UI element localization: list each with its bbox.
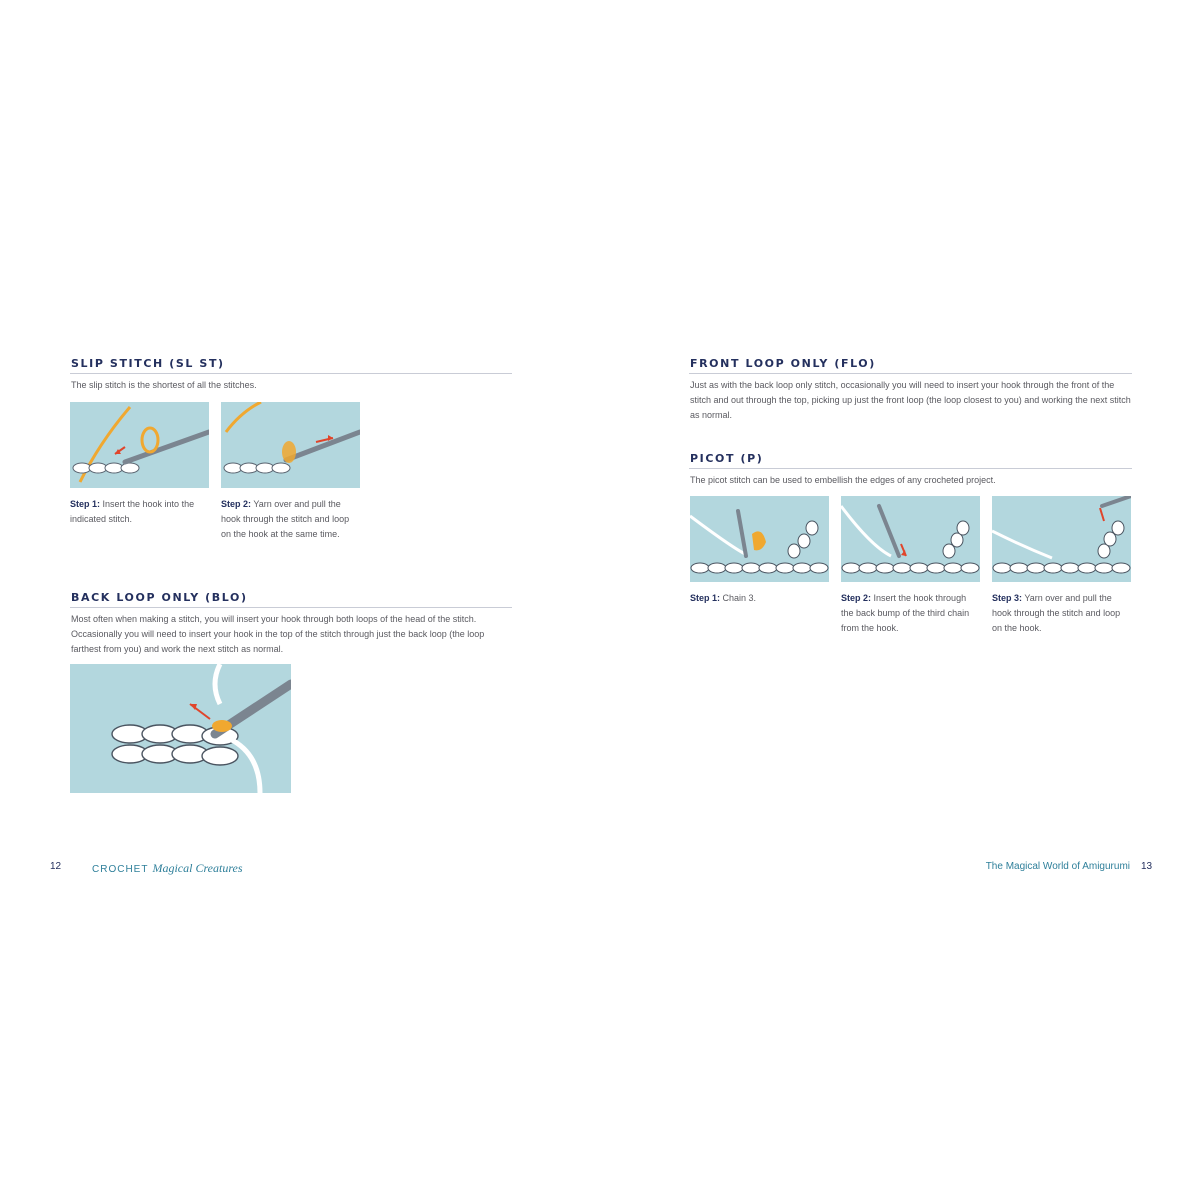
picot-heading: PICOT (P) — [690, 452, 764, 465]
right-page-number: 13 — [1141, 861, 1153, 872]
picot-step3-illustration — [992, 496, 1131, 582]
back-loop-body: Most often when making a stitch, you will insert your hook through both loops of the head of the stitch. Occasionally you will need to insert your hook in the top of the stitch through just the back loop (the loop farthest from you) and work the next stitch as normal. — [71, 614, 485, 654]
picot-intro: The picot stitch can be used to embellish the edges of any crocheted project. — [690, 475, 996, 485]
book-brand — [92, 859, 243, 877]
brand-script: Magical Creatures — [152, 861, 243, 875]
picot-step1-illustration — [690, 496, 829, 582]
slip-stitch-rule — [70, 373, 512, 374]
slip-stitch-intro: The slip stitch is the shortest of all the stitches. — [71, 380, 257, 390]
running-title: The Magical World of Amigurumi — [985, 861, 1130, 872]
slip-stitch-step2-text: Step 2: Yarn over and pull the hook through the stitch and loop on the hook at the same time. — [221, 499, 350, 539]
picot-step1-text: Step 1: Chain 3. — [690, 593, 757, 603]
slip-stitch-step1-illustration — [70, 402, 209, 488]
picot-step3-text: Step 3: Yarn over and pull the hook through the stitch and loop on the hook. — [992, 593, 1121, 633]
front-loop-body: Just as with the back loop only stitch, occasionally you will need to insert your hook through the front of the stitch and out through the top, picking up just the front loop (the loop closest to you) and working the next stitch as normal. — [690, 380, 1131, 420]
front-loop-rule — [689, 373, 1132, 374]
picot-step2-illustration — [841, 496, 980, 582]
back-loop-heading: BACK LOOP ONLY (BLO) — [71, 591, 248, 604]
picot-step2-text: Step 2: Insert the hook through the back bump of the third chain from the hook. — [841, 593, 970, 633]
brand-word: CROCHET — [92, 864, 149, 875]
front-loop-heading: FRONT LOOP ONLY (FLO) — [690, 357, 876, 370]
slip-stitch-step1-text: Step 1: Insert the hook into the indicated stitch. — [70, 499, 195, 524]
picot-rule — [689, 468, 1132, 469]
slip-stitch-heading: SLIP STITCH (SL ST) — [71, 357, 225, 370]
slip-stitch-step2-illustration — [221, 402, 360, 488]
back-loop-rule — [70, 607, 512, 608]
back-loop-illustration — [70, 664, 291, 793]
left-page-number: 12 — [50, 861, 62, 872]
